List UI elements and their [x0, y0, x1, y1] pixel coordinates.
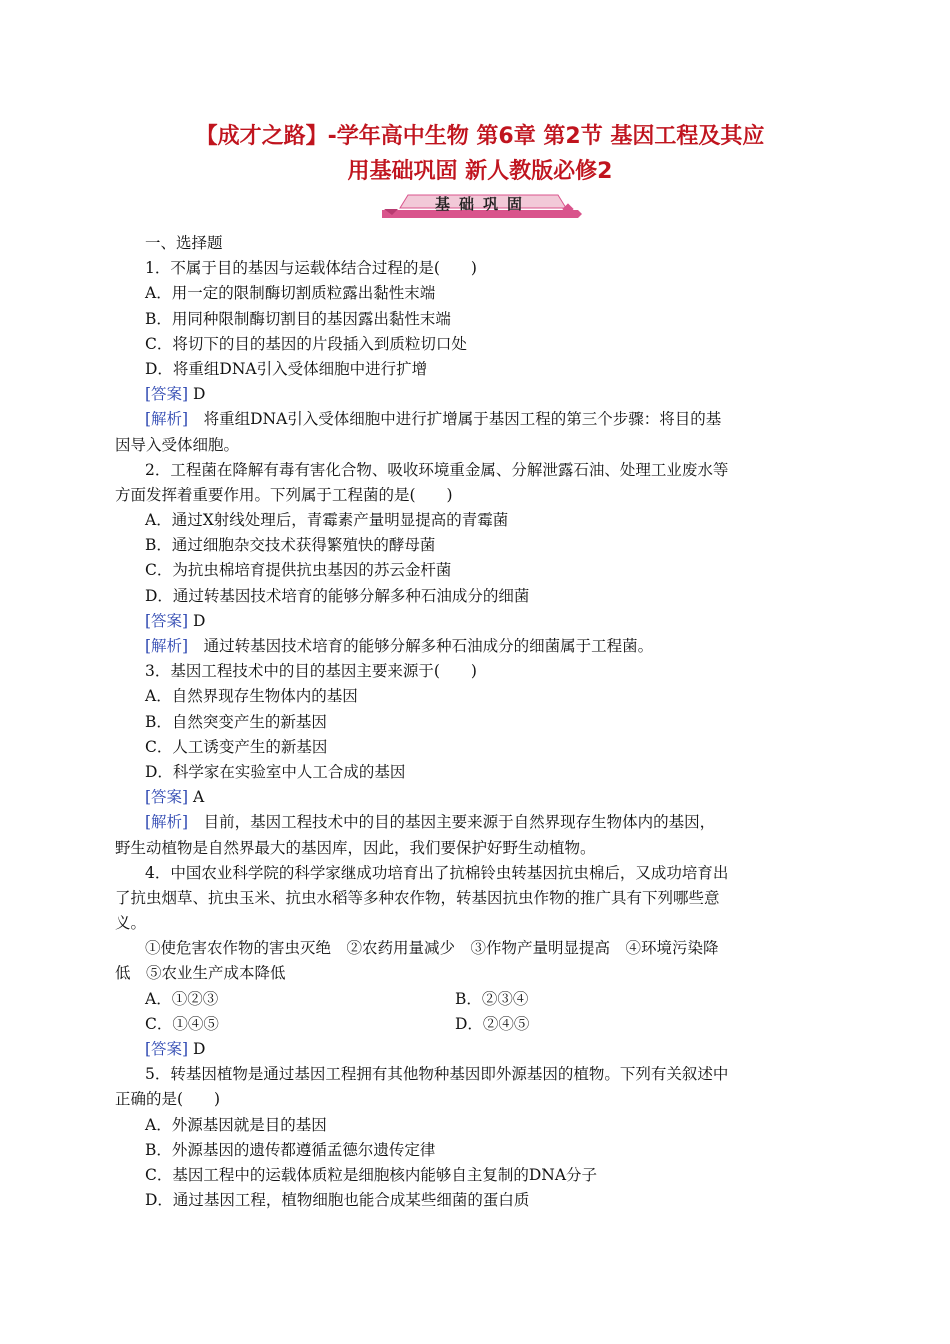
section-heading: 一、选择题: [145, 234, 223, 252]
q3-option-b: B．自然突变产生的新基因: [145, 712, 327, 731]
answer-value: D: [193, 1040, 206, 1058]
q2-stem: 2．工程菌在降解有毒有害化合物、吸收环境重金属、分解泄露石油、处理工业废水等: [145, 460, 729, 479]
q3-option-c: C．人工诱变产生的新基因: [145, 737, 328, 756]
q4-stem: 4．中国农业科学院的科学家继成功培育出了抗棉铃虫转基因抗虫棉后，又成功培育出: [145, 863, 729, 882]
q5-stem: 5．转基因植物是通过基因工程拥有其他物种基因即外源基因的植物。下列有关叙述中: [145, 1065, 729, 1084]
document-title-line-2: 用基础巩固 新人教版必修2: [347, 159, 613, 184]
answer-value: A: [193, 788, 205, 807]
q2-option-c: C．为抗虫棉培育提供抗虫基因的苏云金杆菌: [145, 561, 452, 580]
analysis-tag: [解析]: [145, 410, 189, 429]
question-content: [115, 231, 805, 1213]
analysis-text: 将重组DNA引入受体细胞中进行扩增属于基因工程的第三个步骤：将目的基: [188, 410, 722, 429]
q2-option-b: B．通过细胞杂交技术获得繁殖快的酵母菌: [145, 536, 436, 555]
q4-options-row-2: [145, 1012, 805, 1037]
q3-stem: 3．基因工程技术中的目的基因主要来源于( ): [145, 662, 477, 681]
q4-options-row-1: [145, 987, 805, 1012]
q1-option-a: A．用一定的限制酶切割质粒露出黏性末端: [145, 284, 436, 303]
q4-option-c: C．①④⑤: [145, 1014, 219, 1033]
q2-option-a: A．通过X射线处理后，青霉素产量明显提高的青霉菌: [145, 511, 509, 530]
answer-tag: [答案]: [145, 385, 189, 404]
q1-option-d: D．将重组DNA引入受体细胞中进行扩增: [145, 359, 428, 378]
q1-option-b: B．用同种限制酶切割目的基因露出黏性末端: [145, 309, 451, 328]
analysis-tag: [解析]: [145, 637, 189, 655]
answer-tag: [答案]: [145, 611, 189, 630]
q5-option-c: C．基因工程中的运载体质粒是细胞核内能够自主复制的DNA分子: [145, 1165, 598, 1184]
q3-option-a: A．自然界现存生物体内的基因: [145, 687, 358, 706]
q2-answer: [145, 609, 805, 634]
q5-option-d: D．通过基因工程，植物细胞也能合成某些细菌的蛋白质: [145, 1191, 530, 1210]
q5-option-a: A．外源基因就是目的基因: [145, 1115, 327, 1134]
banner-label: 基础巩固: [434, 195, 531, 213]
q3-option-d: D．科学家在实验室中人工合成的基因: [145, 762, 406, 781]
answer-tag: [答案]: [145, 788, 189, 807]
q1-stem: 1．不属于目的基因与运载体结合过程的是( ): [145, 259, 477, 278]
q4-stem-cont-2: 义。: [115, 914, 147, 933]
q4-option-d: D．②④⑤: [455, 1014, 530, 1033]
q4-items: ①使危害农作物的害虫灭绝 ②农药用量减少 ③作物产量明显提高 ④环境污染降: [145, 939, 719, 958]
q1-answer: [145, 382, 805, 407]
q3-answer: [145, 785, 805, 810]
q3-analysis-cont: 野生动植物是自然界最大的基因库，因此，我们要保护好野生动植物。: [115, 838, 596, 857]
analysis-text: 通过转基因技术培育的能够分解多种石油成分的细菌属于工程菌。: [188, 637, 654, 655]
answer-value: D: [193, 611, 206, 630]
q2-analysis: [145, 634, 805, 659]
q5-stem-cont: 正确的是( ): [115, 1090, 221, 1109]
document-title-line-1: 【成才之路】-学年高中生物 第6章 第2节 基因工程及其应: [195, 124, 765, 149]
q2-stem-cont: 方面发挥着重要作用。下列属于工程菌的是( ): [115, 485, 453, 504]
q4-answer: [145, 1037, 805, 1062]
q4-option-b: B．②③④: [455, 989, 529, 1008]
q1-option-c: C．将切下的目的基因的片段插入到质粒切口处: [145, 334, 467, 353]
analysis-text: 目前，基因工程技术中的目的基因主要来源于自然界现存生物体内的基因，: [188, 813, 716, 832]
q4-option-a: A．①②③: [145, 989, 219, 1008]
analysis-tag: [解析]: [145, 813, 189, 832]
section-banner: [378, 191, 588, 221]
q4-items-cont: 低 ⑤农业生产成本降低: [115, 964, 286, 983]
q2-option-d: D．通过转基因技术培育的能够分解多种石油成分的细菌: [145, 586, 530, 605]
q4-stem-cont: 了抗虫烟草、抗虫玉米、抗虫水稻等多种农作物，转基因抗虫作物的推广具有下列哪些意: [115, 888, 720, 907]
q1-analysis-cont: 因导入受体细胞。: [115, 435, 240, 454]
answer-tag: [答案]: [145, 1040, 189, 1058]
q1-analysis: [145, 407, 805, 432]
answer-value: D: [193, 385, 206, 404]
q3-analysis: [145, 810, 805, 835]
q5-option-b: B．外源基因的遗传都遵循孟德尔遗传定律: [145, 1140, 436, 1159]
